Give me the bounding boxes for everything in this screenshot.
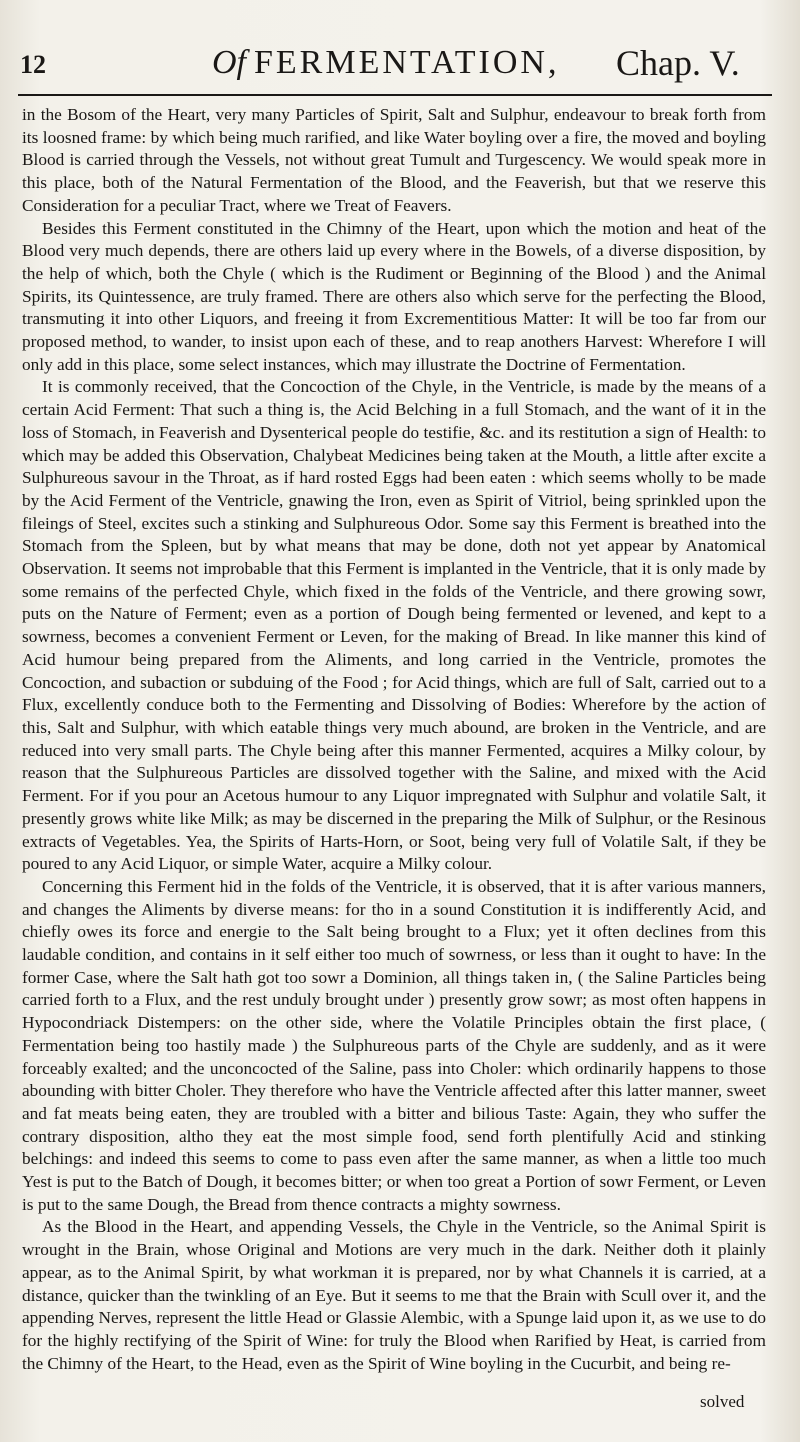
body-text — [22, 104, 766, 1375]
running-title-text: FERMENTATION, — [254, 44, 560, 81]
page-number: 12 — [20, 50, 46, 79]
paragraph: It is commonly received, that the Concoction of the Chyle, in the Ventricle, is made by the means of a certain Acid Ferment: That such a thing is, the Acid Belching in a full Stomach, and the want of it in the loss of Stomach, in Feaverish and Dysenterical people do testifie, &c. and its restitution a sign of Health: to which may be added this Observation, Chalybeat Medicines being taken at the Mouth, a little after excite a Sulphureous savour in the Throat, as if hard rosted Eggs had been eaten : which seems wholly to be made by the Acid Ferment of the Ventricle, gnawing the Iron, even as Spirit of Vitriol, being sprinkled upon the fileings of Steel, excites such a stinking and Sulphureous Odor. Some say this Ferment is breathed into the Stomach from the Spleen, but by what means that may be done, doth not yet appear by Anatomical Observation. It seems not improbable that this Ferment is implanted in the Ventricle, that it is only made by some remains of the perfected Chyle, which fixed in the folds of the Ventricle, and there growing sowr, puts on the Nature of Ferment; even as a portion of Dough being fermented or levened, and kept to a sowrness, becomes a convenient Ferment or Leven, for the making of Bread. In like manner this kind of Acid humour being prepared from the Aliments, and long carried in the Ventricle, promotes the Concoction, and subaction or subduing of the Food ; for Acid things, which are full of Salt, carried out to a Flux, excellently conduce both to the Fermenting and Dissolving of Bodies: Wherefore by the action of this, Salt and Sulphur, with which eatable things very much abound, are broken in the Ventricle, and are reduced into very small parts. The Chyle being after this manner Fermented, acquires a Milky colour, by reason that the Sulphureous Particles are dissolved together with the Saline, and mixed with the Acid Ferment. For if you pour an Acetous humour to any Liquor impregnated with Sulphur and volatile Salt, it presently grows white like Milk; as may be discerned in the preparing the Milk of Sulphur, or the Resinous extracts of Vegetables. Yea, the Spirits of Harts-Horn, or Soot, being very full of Volatile Salt, if they be poured to any Acid Liquor, or simple Water, acquire a Milky colour. — [22, 377, 766, 874]
page-header — [0, 40, 800, 100]
paragraph: As the Blood in the Heart, and appending Vessels, the Chyle in the Ventricle, so the Animal Spirit is wrought in the Brain, whose Original and Motions are very much in the dark. Neither doth it plainly appear, as to the Animal Spirit, by what workman it is prepared, nor by what Channels it is carried, at a distance, quicker than the twinkling of an Eye. But it seems to me that the Brain with Scull over it, and the appending Nerves, represent the little Head or Glassie Alembic, with a Spunge laid upon it, as we use to do for the highly rectifying of the Spirit of Wine: for truly the Blood when Rarified by Heat, is carried from the Chimny of the Heart, to the Head, even as the Spirit of Wine boyling in the Cucurbit, and being re- — [22, 1217, 766, 1373]
catchword: solved — [700, 1392, 745, 1411]
running-title-prefix: Of — [212, 44, 246, 81]
running-title — [212, 44, 559, 82]
paragraph: Concerning this Ferment hid in the folds of the Ventricle, it is observed, that it is after various manners, and changes the Aliments by diverse means: for tho in a sound Constitution it is indifferently Acid, and chiefly owes its force and energie to the Salt being brought to a Flux; yet it often declines from this laudable condition, and contains in it self either too much of sowrness, or less than it ought to have: In the former Case, where the Salt hath got too sowr a Dominion, all things taken in, ( the Saline Particles being carried forth to a Flux, and the rest unduly brought under ) presently grow sowr; as most often happens in Hypocondriack Distempers: on the other side, where the Volatile Principles obtain the first place, ( Fermentation being too hastily made ) the Sulphureous parts of the Chyle are suddenly, and as it were forceably exalted; and the unconcocted of the Saline, pass into Choler: which ordinarily happens to those abounding with bitter Choler. They therefore who have the Ventricle affected after this latter manner, sweet and fat meats being eaten, they are troubled with a bitter and bilious Taste: Again, they who suffer the contrary disposition, altho they eat the most simple food, send forth plentifully Acid and stinking belchings: and indeed this seems to come to pass even after the same manner, as when a little too much Yest is put to the Batch of Dough, it becomes bitter; or when too great a Portion of sowr Ferment, or Leven is put to the same Dough, the Bread from thence contracts a mighty sowrness. — [22, 876, 766, 1214]
paragraph: Besides this Ferment constituted in the Chimny of the Heart, upon which the motion and heat of the Blood very much depends, there are others laid up every where in the Bowels, of a diverse disposition, by the help of which, both the Chyle ( which is the Rudiment or Beginning of the Blood ) and the Animal Spirits, its Quintessence, are truly framed. There are others also which serve for the perfecting the Blood, transmuting it into other Liquors, and freeing it from Excrementitious Matter: It will be too far from our proposed method, to wander, to insist upon each of these, and to reap anothers Harvest: Wherefore I will only add in this place, some select instances, which may illustrate the Doctrine of Fermentation. — [22, 218, 766, 374]
chapter-heading: Chap. V. — [616, 43, 740, 83]
header-rule — [18, 94, 772, 96]
paragraph: in the Bosom of the Heart, very many Particles of Spirit, Salt and Sulphur, endeavour to break forth from its loosned frame: by which being much rarified, and like Water boyling over a fire, the moved and boyling Blood is carried through the Vessels, not without great Tumult and Turgescency. We would speak more in this place, both of the Natural Fermentation of the Blood, and the Feaverish, but that we reserve this Consideration for a peculiar Tract, where we Treat of Feavers. — [22, 105, 766, 215]
